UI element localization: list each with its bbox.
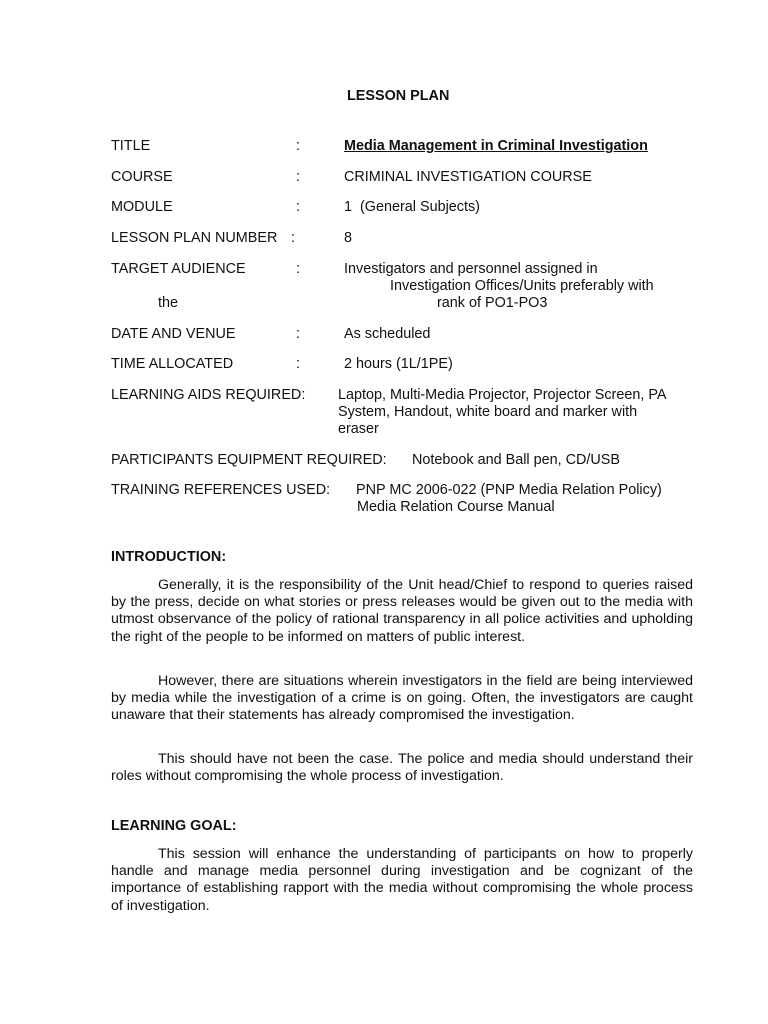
target-audience-label: TARGET AUDIENCE — [111, 261, 246, 277]
introduction-paragraph-2: However, there are situations wherein investigators in the field are being interviewed by media while the investigation of a crime is on going. Often, the investigators are caught unaware that their statements has already compromised the investigation. — [111, 673, 693, 724]
lesson-plan-number-value: 8 — [344, 230, 353, 246]
training-references-line-2: Media Relation Course Manual — [357, 499, 555, 515]
training-references-line-1: PNP MC 2006-022 (PNP Media Relation Policy) — [356, 482, 662, 498]
document-heading: LESSON PLAN — [347, 88, 450, 104]
learning-aids-line-1: Laptop, Multi-Media Projector, Projector Screen, PA — [338, 387, 667, 403]
module-label: MODULE — [111, 199, 173, 215]
course-value: CRIMINAL INVESTIGATION COURSE — [344, 169, 592, 185]
learning-aids-line-3: eraser — [338, 421, 379, 437]
time-allocated-separator: : — [296, 356, 300, 372]
time-allocated-label: TIME ALLOCATED — [111, 356, 234, 372]
introduction-paragraph-1: Generally, it is the responsibility of the Unit head/Chief to respond to queries raised by the press, decide on what stories or press releases would be given out to the media with utmost observance of the policy of rational transparency in all police activities and upholding the right of the people to be informed on matters of public interest. — [111, 577, 693, 645]
lesson-plan-number-label: LESSON PLAN NUMBER — [111, 230, 278, 246]
target-audience-separator: : — [296, 261, 300, 277]
introduction-heading: INTRODUCTION: — [111, 549, 227, 565]
learning-goal-paragraph-1: This session will enhance the understanding of participants on how to properly handle and manage media personnel during investigation and be cognizant of the importance of establishing rapport with the media without compromising the whole process of investigation. — [111, 846, 693, 914]
course-separator: : — [296, 169, 300, 185]
title-separator: : — [296, 138, 300, 154]
title-label: TITLE — [111, 138, 151, 154]
date-venue-value: As scheduled — [344, 326, 431, 342]
module-separator: : — [296, 199, 300, 215]
title-value: Media Management in Criminal Investigation — [344, 138, 648, 154]
date-venue-label: DATE AND VENUE — [111, 326, 236, 342]
time-allocated-value: 2 hours (1L/1PE) — [344, 356, 453, 372]
learning-goal-heading: LEARNING GOAL: — [111, 818, 237, 834]
introduction-paragraph-3: This should have not been the case. The police and media should understand their roles without compromising the whole process of investigation. — [111, 751, 693, 785]
participants-equipment-value: Notebook and Ball pen, CD/USB — [412, 452, 620, 468]
target-audience-line-3-left: the — [158, 295, 179, 311]
date-venue-separator: : — [296, 326, 300, 342]
lesson-plan-number-separator: : — [291, 230, 295, 246]
target-audience-line-2: Investigation Offices/Units preferably with — [390, 278, 654, 294]
module-value: 1 (General Subjects) — [344, 199, 480, 215]
learning-aids-line-2: System, Handout, white board and marker with — [338, 404, 638, 420]
target-audience-line-1: Investigators and personnel assigned in — [344, 261, 598, 277]
target-audience-line-3-right: rank of PO1-PO3 — [437, 295, 548, 311]
participants-equipment-label: PARTICIPANTS EQUIPMENT REQUIRED: — [111, 452, 387, 468]
course-label: COURSE — [111, 169, 173, 185]
training-references-label: TRAINING REFERENCES USED: — [111, 482, 331, 498]
learning-aids-label: LEARNING AIDS REQUIRED: — [111, 387, 306, 403]
